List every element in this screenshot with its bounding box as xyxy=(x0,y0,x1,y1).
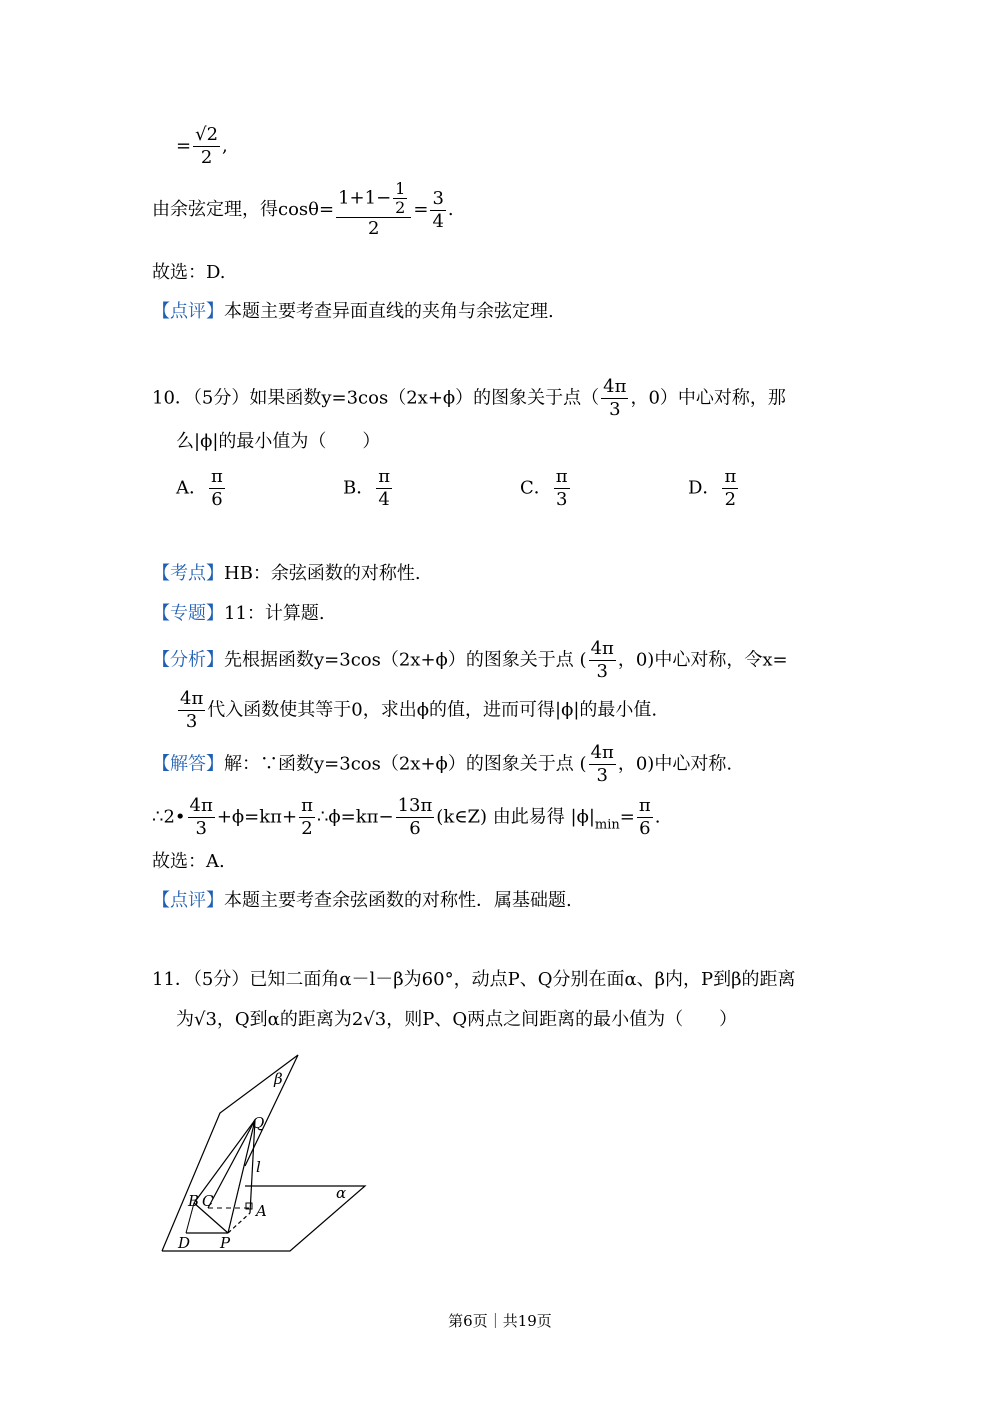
top-comment: 【点评】本题主要考查异面直线的夹角与余弦定理. xyxy=(152,301,554,322)
page-footer: 第6页｜共19页 xyxy=(448,1312,552,1330)
q10-kaodian: 【考点】HB：余弦函数的对称性. xyxy=(152,563,421,584)
top-answer: 故选：D. xyxy=(152,262,226,283)
sqrt2-over-2-fraction: $\frac{√2}{2}$ xyxy=(195,124,219,168)
cosine-theorem-line: 由余弦定理，得cosθ= 1+1− $\frac{1}{2}$ 2 = $\frac{3}{4}$ . xyxy=(152,179,454,239)
q10-zhuanti: 【专题】11：计算题. xyxy=(152,603,325,624)
three-quarters-fraction: $\frac{3}{4}$ xyxy=(432,187,444,232)
q10-answer: 故选：A. xyxy=(152,851,225,872)
top-fraction-line: = $\frac{√2}{2}$ , xyxy=(176,124,228,168)
q11-title-line2: 为√3，Q到α的距离为2√3，则P、Q两点之间距离的最小值为（ ） xyxy=(176,1009,738,1030)
q10-option-d: D． $\frac{\pi}{2}$ xyxy=(688,466,737,510)
q10-equation: ∴2• $\frac{4\pi}{3}$ +ϕ=kπ+ $\frac{\pi}{2}$ ∴ϕ=kπ− $\frac{13\pi}{6}$ (k∈Z) 由此易得 $|\phi|_{min}=$ $\frac{\pi}{6}$ . xyxy=(152,795,661,839)
label-beta: β xyxy=(274,1070,283,1088)
q10-option-b: B． $\frac{\pi}{4}$ xyxy=(343,466,391,510)
label-q: Q xyxy=(252,1114,265,1132)
label-p: P xyxy=(220,1234,231,1252)
label-c: C xyxy=(202,1192,214,1210)
q10-fenxi: 【分析】先根据函数y=3cos（2x+ϕ）的图象关于点 ( $\frac{4\pi}{3}$ ，0)中心对称，令x= xyxy=(152,638,788,682)
q10-title: 10．（5分）如果函数y=3cos（2x+ϕ）的图象关于点（ $\frac{4\pi}{3}$ ，0）中心对称，那 xyxy=(152,376,786,420)
q10-option-a: A． $\frac{\pi}{6}$ xyxy=(176,466,223,510)
q10-comment: 【点评】本题主要考查余弦函数的对称性．属基础题. xyxy=(152,890,572,911)
q11-title: 11．（5分）已知二面角α－l－β为60°，动点P、Q分别在面α、β内，P到β的距离 xyxy=(152,969,796,990)
label-b: B xyxy=(188,1192,200,1210)
q10-option-c: C． $\frac{\pi}{3}$ xyxy=(520,466,568,510)
q10-title-fraction: $\frac{4\pi}{3}$ xyxy=(603,376,627,420)
q10-title-line2: 么|ϕ|的最小值为（ ） xyxy=(176,431,381,452)
label-d: D xyxy=(178,1234,191,1252)
dihedral-angle-figure xyxy=(150,1048,390,1268)
one-half-fraction: $\frac{1}{2}$ xyxy=(395,179,406,217)
cos-theta-fraction: 1+1− $\frac{1}{2}$ 2 xyxy=(336,180,411,240)
q10-jieda: 【解答】解：∵函数y=3cos（2x+ϕ）的图象关于点 ( $\frac{4\pi}{3}$ ，0)中心对称. xyxy=(152,742,733,786)
label-l: l xyxy=(256,1158,261,1176)
label-alpha: α xyxy=(336,1184,347,1202)
q10-fenxi-line2: $\frac{4\pi}{3}$ 代入函数使其等于0，求出ϕ的值，进而可得|ϕ|的最小值. xyxy=(180,688,658,732)
comment-tag: 【点评】 xyxy=(152,301,224,322)
label-a: A xyxy=(256,1202,267,1220)
